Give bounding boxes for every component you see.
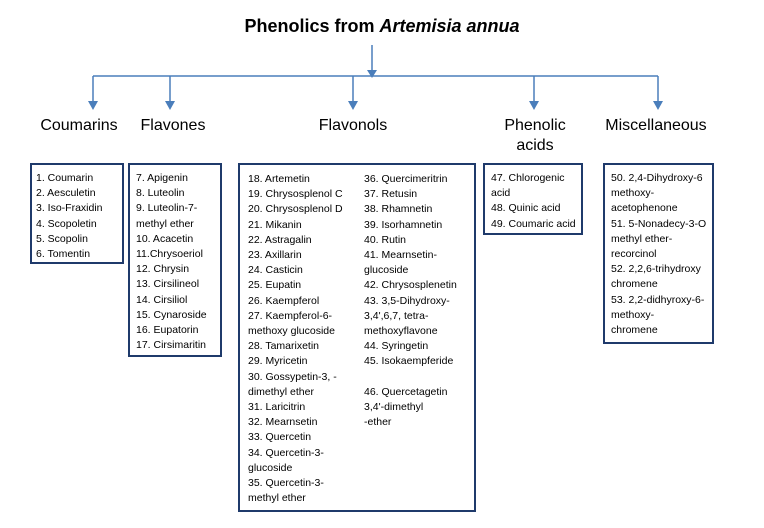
category-miscellaneous: Miscellaneous [605,117,707,134]
list-item: 26. Kaempferol [248,294,320,307]
list-item: 45. Isokaempferide [364,355,454,368]
list-item: 9. Luteolin-7- methyl ether [136,202,198,230]
title-prefix: Phenolics from [244,16,380,36]
list-item: 51. 5-Nonadecy-3-O methyl ether- recorcinol [611,217,707,261]
category-coumarins: Coumarins [40,117,118,134]
list-item: 39. Isorhamnetin [364,218,443,231]
miscellaneous-box [603,163,714,344]
list-item: 48. Quinic acid [491,202,561,215]
list-item: 16. Eupatorin [136,324,199,337]
list-item: 49. Coumaric acid [491,217,576,230]
list-item: 30. Gossypetin-3, - dimethyl ether [248,370,337,398]
flavonols-list-right [364,172,476,430]
list-item: 13. Cirsilineol [136,278,200,291]
arrowhead-flavones [165,101,175,110]
list-item: 24. Casticin [248,264,303,277]
list-item: 44. Syringetin [364,340,429,353]
category-flavonols: Flavonols [318,117,388,134]
list-item: 43. 3,5-Dihydroxy- 3,4',6,7, tetra- methoxyflavone [364,294,450,338]
list-item: 37. Retusin [364,188,418,201]
list-item: 21. Mikanin [248,218,302,231]
list-item: 18. Artemetin [248,173,310,185]
miscellaneous-list [611,171,712,338]
list-item: 25. Eupatin [248,279,302,292]
list-item: 7. Apigenin [136,172,188,184]
list-item: 4. Scopoletin [36,217,97,230]
list-item: 31. Laricitrin [248,401,306,414]
list-item: 35. Quercetin-3- methyl ether [248,477,324,505]
flavonols-box [238,163,476,512]
coumarins-box [30,163,124,264]
arrowhead-coumarins [88,101,98,110]
category-flavones: Flavones [140,117,206,134]
list-item: 33. Quercetin [248,431,312,444]
list-item: 20. Chrysosplenol D [248,203,343,216]
list-item: 11.Chrysoeriol [136,248,203,261]
arrowhead-flavonols [348,101,358,110]
list-item: 17. Cirsimaritin [136,339,207,352]
list-item: 23. Axillarin [248,249,302,262]
list-item: 27. Kaempferol-6- methoxy glucoside [248,309,335,338]
list-item: 41. Mearnsetin- glucoside [364,249,437,277]
arrowhead-phenolic-acids [529,101,539,110]
list-item: 52. 2,2,6-trihydroxy chromene [611,263,701,291]
list-item: 50. 2,4-Dihydroxy-6 methoxy- acetophenone [611,172,703,215]
list-item: 32. Mearnsetin [248,416,318,429]
phenolic-acids-list [491,171,581,232]
list-item: 12. Chrysin [136,263,190,276]
arrowhead-miscellaneous [653,101,663,110]
flavones-box [128,163,222,357]
list-item: 3. Iso-Fraxidin [36,202,103,215]
category-phenolic-acids: Phenolic acids [504,117,566,154]
list-item: 6. Tomentin [36,248,91,261]
list-item: 19. Chrysosplenol C [248,188,343,201]
list-item: 8. Luteolin [136,187,185,200]
list-item: 2. Aesculetin [36,187,96,200]
list-item: 38. Rhamnetin [364,203,433,216]
list-item: 34. Quercetin-3- glucoside [248,446,324,474]
arrowhead-title [367,70,377,78]
list-item: 22. Astragalin [248,233,312,246]
list-item: 14. Cirsiliol [136,293,188,306]
list-item [364,370,476,385]
list-item: 28. Tamarixetin [248,340,320,353]
list-item: 46. Quercetagetin 3,4'-dimethyl -ether [364,385,448,429]
list-item: 53. 2,2-didhyroxy-6- methoxy- chromene [611,293,705,337]
list-item: 40. Rutin [364,233,407,246]
list-item: 36. Quercimeritrin [364,173,448,185]
flavonols-list-left [248,172,366,506]
list-item: 47. Chlorogenic acid [491,172,565,200]
phenolic-acids-box [483,163,583,235]
list-item: 29. Myricetin [248,355,308,368]
coumarins-list [36,171,122,262]
list-item: 10. Acacetin [136,232,194,245]
diagram-title [0,16,764,37]
list-item: 42. Chrysosplenetin [364,279,457,292]
title-italic: Artemisia annua [379,16,520,36]
list-item: 5. Scopolin [36,232,88,245]
list-item: 1. Coumarin [36,172,94,184]
list-item: 15. Cynaroside [136,308,207,321]
flavones-list [136,171,220,353]
